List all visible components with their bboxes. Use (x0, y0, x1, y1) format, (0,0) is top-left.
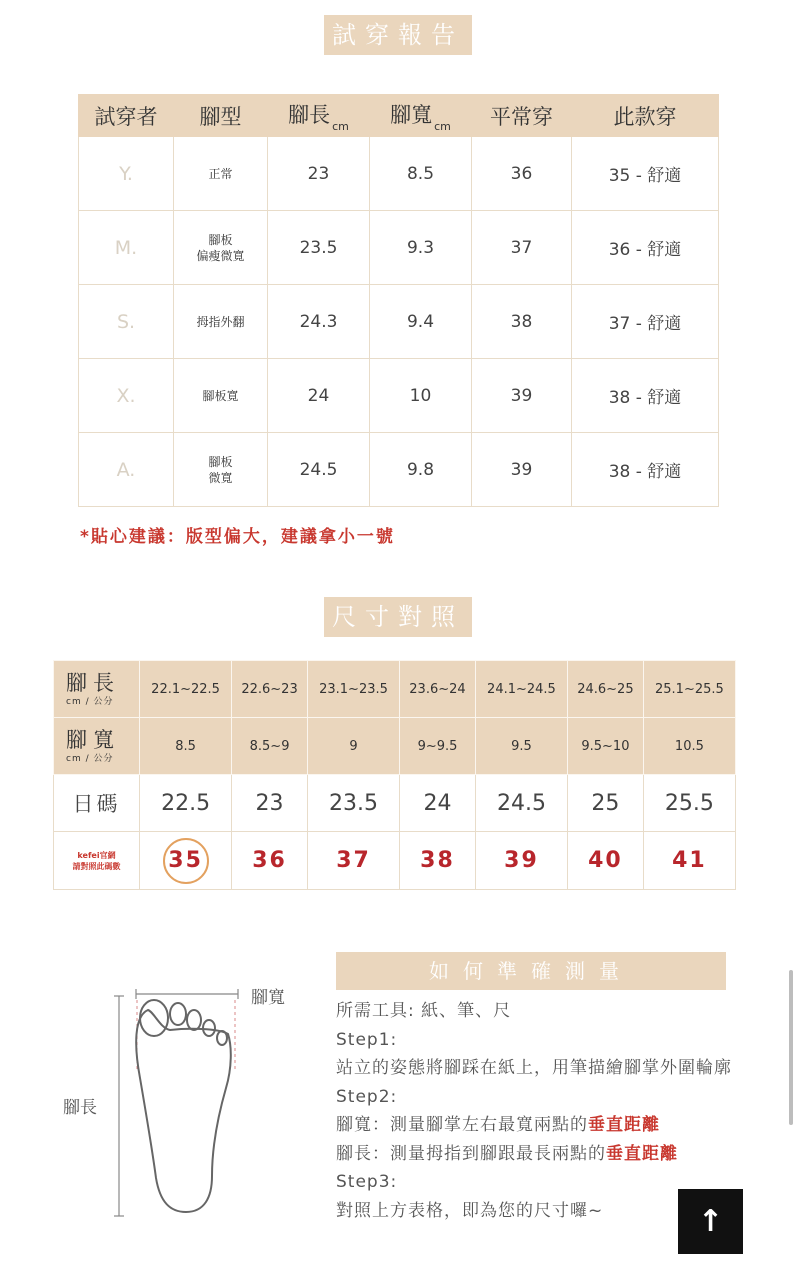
tester-name: X. (79, 359, 174, 433)
table-row (79, 137, 719, 211)
tools-text: 所需工具: 紙、筆、尺 (336, 1001, 512, 1021)
foot-length-label: 腳長 (63, 1098, 97, 1118)
foot-length: 23.5 (268, 211, 370, 285)
this-style-size: 38 - 舒適 (572, 359, 719, 433)
header-tester: 試穿者 (79, 95, 174, 137)
foot-type: 腳板寬 (174, 359, 268, 433)
length-value: 22.6~23 (232, 661, 308, 718)
foot-width: 9.3 (370, 211, 472, 285)
width-value: 9~9.5 (400, 718, 476, 775)
jp-size-label: 日碼 (54, 775, 140, 832)
step3-title: Step3: (336, 1172, 398, 1192)
foot-width: 10 (370, 359, 472, 433)
step2-width-text: 腳寬：測量腳掌左右最寬兩點的垂直距離 (336, 1115, 660, 1135)
foot-outline-illustration (108, 988, 248, 1223)
width-value: 9.5 (475, 718, 567, 775)
length-row (54, 661, 736, 718)
size-chart-banner: 尺寸對照 (324, 597, 472, 637)
length-value: 23.6~24 (400, 661, 476, 718)
kefei-size-label: kefei官網 請對照此碼數 (54, 832, 140, 890)
jp-size-value: 23.5 (307, 775, 399, 832)
size-chart-table (53, 660, 736, 890)
try-on-report-banner: 試穿報告 (324, 15, 472, 55)
foot-length: 24.5 (268, 433, 370, 507)
arrow-up-icon: ↑ (697, 1204, 724, 1239)
this-style-size: 38 - 舒適 (572, 433, 719, 507)
table-header-row (79, 95, 719, 137)
usual-size: 37 (472, 211, 572, 285)
width-value: 9 (307, 718, 399, 775)
step3-text: 對照上方表格，即為您的尺寸囉~ (336, 1200, 604, 1221)
width-row-label: 腳寬 cm / 公分 (54, 718, 140, 775)
kefei-size-value: 38 (400, 832, 476, 890)
table-row (79, 359, 719, 433)
header-length: 腳長 $_{cm}$ (268, 95, 370, 137)
length-value: 24.1~24.5 (475, 661, 567, 718)
width-value: 8.5 (140, 718, 232, 775)
length-value: 22.1~22.5 (140, 661, 232, 718)
sizing-tip: *貼心建議：版型偏大，建議拿小一號 (80, 527, 395, 547)
length-row-label: 腳長 cm / 公分 (54, 661, 140, 718)
foot-length: 24.3 (268, 285, 370, 359)
jp-size-value: 24.5 (475, 775, 567, 832)
scrollbar[interactable] (789, 970, 793, 1125)
kefei-size-value: 41 (643, 832, 735, 890)
usual-size: 39 (472, 433, 572, 507)
width-value: 8.5~9 (232, 718, 308, 775)
this-style-size: 37 - 舒適 (572, 285, 719, 359)
jp-size-value: 25 (568, 775, 644, 832)
table-row (79, 211, 719, 285)
header-this-style: 此款穿 (572, 95, 719, 137)
foot-type: 拇指外翻 (174, 285, 268, 359)
try-on-report-table (78, 94, 719, 507)
step1-text: 站立的姿態將腳踩在紙上，用筆描繪腳掌外圍輪廓 (336, 1058, 732, 1078)
tester-name: Y. (79, 137, 174, 211)
foot-width: 8.5 (370, 137, 472, 211)
header-width: 腳寬 $_{cm}$ (370, 95, 472, 137)
usual-size: 36 (472, 137, 572, 211)
foot-width: 9.4 (370, 285, 472, 359)
jp-size-value: 23 (232, 775, 308, 832)
foot-width-label: 腳寬 (251, 988, 285, 1008)
foot-length: 23 (268, 137, 370, 211)
table-row (79, 433, 719, 507)
length-value: 24.6~25 (568, 661, 644, 718)
tester-name: M. (79, 211, 174, 285)
width-value: 9.5~10 (568, 718, 644, 775)
jp-size-row (54, 775, 736, 832)
kefei-size-row (54, 832, 736, 890)
this-style-size: 35 - 舒適 (572, 137, 719, 211)
tester-name: A. (79, 433, 174, 507)
this-style-size: 36 - 舒適 (572, 211, 719, 285)
how-to-measure-banner: 如何準確測量 (336, 952, 726, 990)
back-to-top-button[interactable] (678, 1189, 743, 1254)
width-value: 10.5 (643, 718, 735, 775)
kefei-size-value: 36 (232, 832, 308, 890)
foot-type: 腳板 微寬 (174, 433, 268, 507)
usual-size: 38 (472, 285, 572, 359)
step2-title: Step2: (336, 1086, 398, 1107)
width-row (54, 718, 736, 775)
highlight-circle: 35 (163, 838, 209, 884)
header-foot-type: 腳型 (174, 95, 268, 137)
usual-size: 39 (472, 359, 572, 433)
measure-instructions (336, 997, 736, 1225)
foot-type: 正常 (174, 137, 268, 211)
jp-size-value: 24 (400, 775, 476, 832)
jp-size-value: 22.5 (140, 775, 232, 832)
foot-type: 腳板 偏瘦微寬 (174, 211, 268, 285)
table-row (79, 285, 719, 359)
length-value: 25.1~25.5 (643, 661, 735, 718)
length-value: 23.1~23.5 (307, 661, 399, 718)
foot-length: 24 (268, 359, 370, 433)
step1-title: Step1: (336, 1029, 398, 1050)
header-usual: 平常穿 (472, 95, 572, 137)
kefei-size-value: 40 (568, 832, 644, 890)
kefei-size-value: 37 (307, 832, 399, 890)
jp-size-value: 25.5 (643, 775, 735, 832)
step2-length-text: 腳長：測量拇指到腳跟最長兩點的垂直距離 (336, 1143, 678, 1164)
kefei-size-value (140, 832, 232, 890)
foot-width: 9.8 (370, 433, 472, 507)
tester-name: S. (79, 285, 174, 359)
kefei-size-value: 39 (475, 832, 567, 890)
